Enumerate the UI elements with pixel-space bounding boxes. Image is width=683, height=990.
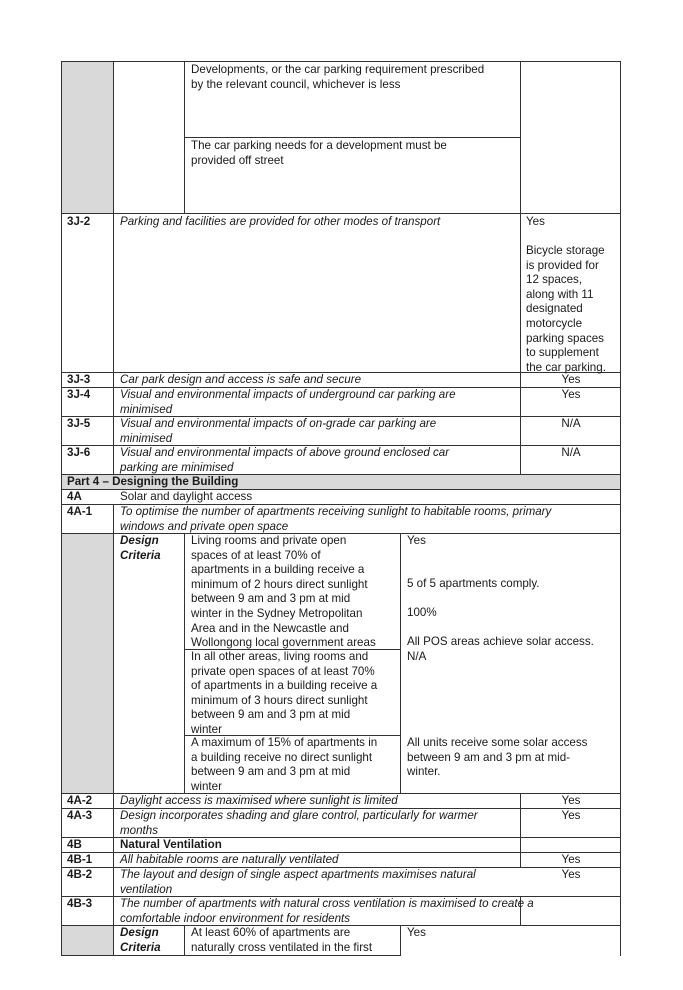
- criteria-response: All POS areas achieve solar access.: [407, 635, 594, 648]
- compliance-status: Yes: [526, 215, 545, 228]
- dc2-shading: [61, 925, 113, 956]
- objective-text: Visual and environmental impacts of on-grade car parking are minimised: [120, 417, 437, 445]
- off-street-parking-text: The car parking needs for a development must be provided off street: [191, 139, 447, 167]
- objective-text: The number of apartments with natural cross ventilation is maximised to create a comfortable indoor environment for residents: [120, 897, 534, 925]
- objective-text: Daylight access is maximised where sunlight is limited: [120, 794, 398, 807]
- compliance-comment: Bicycle storage is provided for 12 spaces, along with 11 designated motorcycle parking spaces to supplement the car parking.: [526, 244, 606, 374]
- compliance-status: N/A: [561, 417, 581, 430]
- section-title: Part 4 – Designing the Building: [67, 475, 239, 488]
- objective-text: To optimise the number of apartments receiving sunlight to habitable rooms, primary windows and private open space: [120, 505, 552, 533]
- criteria-response: 100%: [407, 606, 437, 619]
- row-id: 4B-1: [67, 853, 93, 866]
- criteria-text: In all other areas, living rooms and private open spaces of at least 70% of apartments in a building receive a minimum of 3 hours direct sunlight between 9 am and 3 pm at mid winter: [191, 650, 378, 736]
- row-id: 4A-3: [67, 809, 93, 822]
- row-id: 4B-2: [67, 868, 93, 881]
- objective-text: The layout and design of single aspect apartments maximises natural ventilation: [120, 868, 476, 896]
- row-id: 4B: [67, 838, 82, 851]
- design-criteria-label: Design Criteria: [120, 926, 161, 954]
- objective-text: Parking and facilities are provided for other modes of transport: [120, 215, 441, 228]
- criteria-response: Yes: [407, 926, 426, 939]
- compliance-status: N/A: [561, 446, 581, 459]
- dc1-shading: [61, 533, 113, 793]
- compliance-status: Yes: [561, 853, 581, 866]
- row-id: 4A-1: [67, 505, 93, 518]
- criteria-response: 5 of 5 apartments comply.: [407, 577, 540, 590]
- row-id: 4B-3: [67, 897, 93, 910]
- criteria-response: N/A: [407, 650, 427, 663]
- row-id-shading: [61, 61, 113, 213]
- compliance-status: Yes: [561, 373, 581, 386]
- compliance-status: Yes: [561, 868, 581, 881]
- objective-text: Visual and environmental impacts of underground car parking are minimised: [120, 388, 456, 416]
- row-id: 4A: [67, 490, 82, 503]
- assessment-table: [61, 61, 621, 956]
- row-id: 3J-2: [67, 215, 91, 228]
- design-criteria-label: Design Criteria: [120, 534, 161, 562]
- criteria-text: Living rooms and private open spaces of at least 70% of apartments in a building receive a minimum of 2 hours direct sunlight between 9 am and 3 pm at mid winter in the Sydney Metropolitan Area and in the Newcastle and Wollongong local government areas: [191, 534, 376, 650]
- objective-text: Car park design and access is safe and secure: [120, 373, 362, 386]
- row-id: 3J-4: [67, 388, 91, 401]
- compliance-status: Yes: [561, 809, 581, 822]
- compliance-status: Yes: [561, 388, 581, 401]
- row-id: 3J-3: [67, 373, 91, 386]
- criteria-text: At least 60% of apartments are naturally cross ventilated in the first: [191, 926, 373, 954]
- criteria-response: Yes: [407, 534, 426, 547]
- subsection-title: Natural Ventilation: [120, 838, 222, 851]
- compliance-status: Yes: [561, 794, 581, 807]
- criteria-text: A maximum of 15% of apartments in a building receive no direct sunlight between 9 am and 3 pm at mid winter: [191, 736, 378, 793]
- subsection-title: Solar and daylight access: [120, 490, 253, 503]
- row-id: 4A-2: [67, 794, 93, 807]
- row-id: 3J-6: [67, 446, 91, 459]
- criteria-response: All units receive some solar access between 9 am and 3 pm at mid- winter.: [407, 736, 588, 779]
- row-id: 3J-5: [67, 417, 91, 430]
- carry-over-criteria-text: Developments, or the car parking requirement prescribed by the relevant council, whichever is less: [191, 63, 485, 91]
- objective-text: All habitable rooms are naturally ventilated: [120, 853, 339, 866]
- objective-text: Design incorporates shading and glare control, particularly for warmer months: [120, 809, 478, 837]
- objective-text: Visual and environmental impacts of above ground enclosed car parking are minimised: [120, 446, 450, 474]
